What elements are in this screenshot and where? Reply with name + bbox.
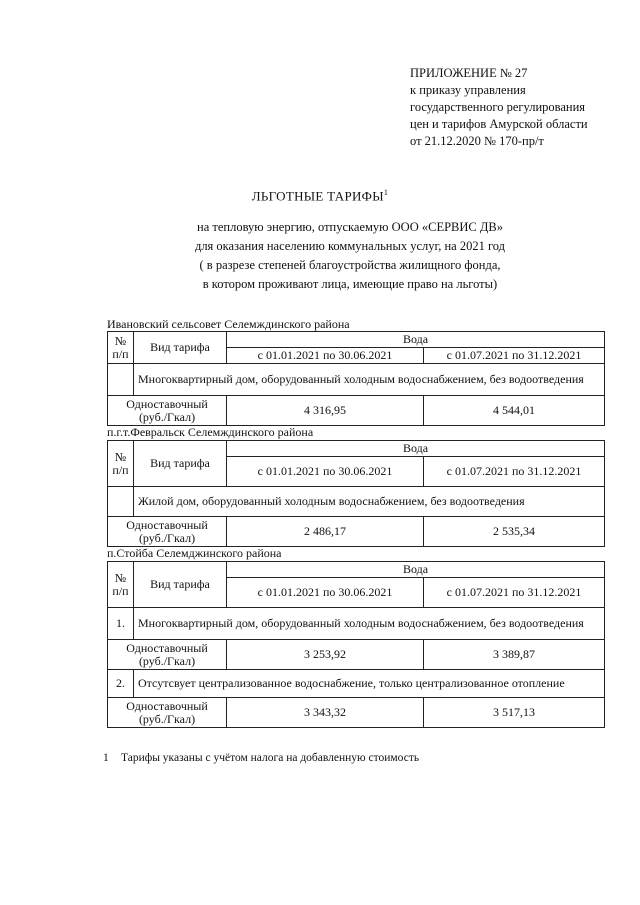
row-number: 2. [108, 670, 134, 698]
tariff-value-h1: 3 343,32 [227, 698, 424, 728]
tariff-value-h2: 3 389,87 [424, 640, 605, 670]
tariff-value-h1: 4 316,95 [227, 396, 424, 426]
tariff-table-stoyba [107, 561, 605, 728]
housing-desc: Многоквартирный дом, оборудованный холодным водоснабжением, без водоотведения [134, 608, 605, 640]
footnote [103, 752, 419, 764]
water-header: Вода [227, 562, 605, 578]
title-footnote-mark: 1 [383, 188, 389, 197]
subtitle-line: в котором проживают лица, имеющие право на льготы) [202, 277, 498, 291]
tariff-value-h1: 3 253,92 [227, 640, 424, 670]
document-title [0, 188, 640, 204]
tariff-value-h2: 2 535,34 [424, 517, 605, 547]
period2-header: с 01.07.2021 по 31.12.2021 [424, 457, 605, 487]
num-cell [108, 364, 134, 396]
subtitle-line: на тепловую энергию, отпускаемую ООО «СЕРВИС ДВ» [197, 220, 503, 234]
tariff-label: Одноставочный (руб./Гкал) [108, 396, 227, 426]
region-stoyba: п.Стойба Селемджинского района [107, 546, 282, 560]
appendix-line: цен и тарифов Амурской области [410, 117, 588, 131]
period1-header: с 01.01.2021 по 30.06.2021 [227, 348, 424, 364]
appendix-block [410, 65, 588, 150]
appendix-line: к приказу управления [410, 83, 526, 97]
period1-header: с 01.01.2021 по 30.06.2021 [227, 457, 424, 487]
document-subtitle [150, 218, 550, 294]
tariff-label: Одноставочный (руб./Гкал) [108, 517, 227, 547]
tariff-table-fevralsk [107, 440, 605, 547]
tariff-table-ivanovsky [107, 331, 605, 426]
subtitle-line: для оказания населению коммунальных услуг, на 2021 год [194, 239, 506, 253]
appendix-number: ПРИЛОЖЕНИЕ № 27 [410, 66, 528, 80]
water-header: Вода [227, 441, 605, 457]
row-number: 1. [108, 608, 134, 640]
num-header: № п/п [108, 562, 134, 608]
water-header: Вода [227, 332, 605, 348]
tariff-value-h2: 4 544,01 [424, 396, 605, 426]
footnote-text: Тарифы указаны с учётом налога на добавленную стоимость [121, 752, 420, 764]
num-header: № п/п [108, 441, 134, 487]
period1-header: с 01.01.2021 по 30.06.2021 [227, 578, 424, 608]
housing-desc: Многоквартирный дом, оборудованный холодным водоснабжением, без водоотведения [134, 364, 605, 396]
region-ivanovsky: Ивановский сельсовет Селемждинского района [107, 317, 350, 331]
period2-header: с 01.07.2021 по 31.12.2021 [424, 578, 605, 608]
region-fevralsk: п.г.т.Февральск Селемждинского района [107, 425, 314, 439]
tariff-value-h2: 3 517,13 [424, 698, 605, 728]
title-text: ЛЬГОТНЫЕ ТАРИФЫ [251, 188, 384, 204]
num-cell [108, 487, 134, 517]
type-header: Вид тарифа [134, 441, 227, 487]
num-header: № п/п [108, 332, 134, 364]
type-header: Вид тарифа [134, 562, 227, 608]
period2-header: с 01.07.2021 по 31.12.2021 [424, 348, 605, 364]
housing-desc: Жилой дом, оборудованный холодным водоснабжением, без водоотведения [134, 487, 605, 517]
footnote-mark: 1 [103, 752, 109, 764]
appendix-date: от 21.12.2020 № 170-пр/т [410, 134, 544, 148]
tariff-value-h1: 2 486,17 [227, 517, 424, 547]
subtitle-line: ( в разрезе степеней благоустройства жилищного фонда, [199, 258, 501, 272]
housing-desc: Отсутсвует централизованное водоснабжение, только централизованное отопление [134, 670, 605, 698]
tariff-label: Одноставочный (руб./Гкал) [108, 698, 227, 728]
tariff-label: Одноставочный (руб./Гкал) [108, 640, 227, 670]
type-header: Вид тарифа [134, 332, 227, 364]
appendix-line: государственного регулирования [410, 100, 586, 114]
